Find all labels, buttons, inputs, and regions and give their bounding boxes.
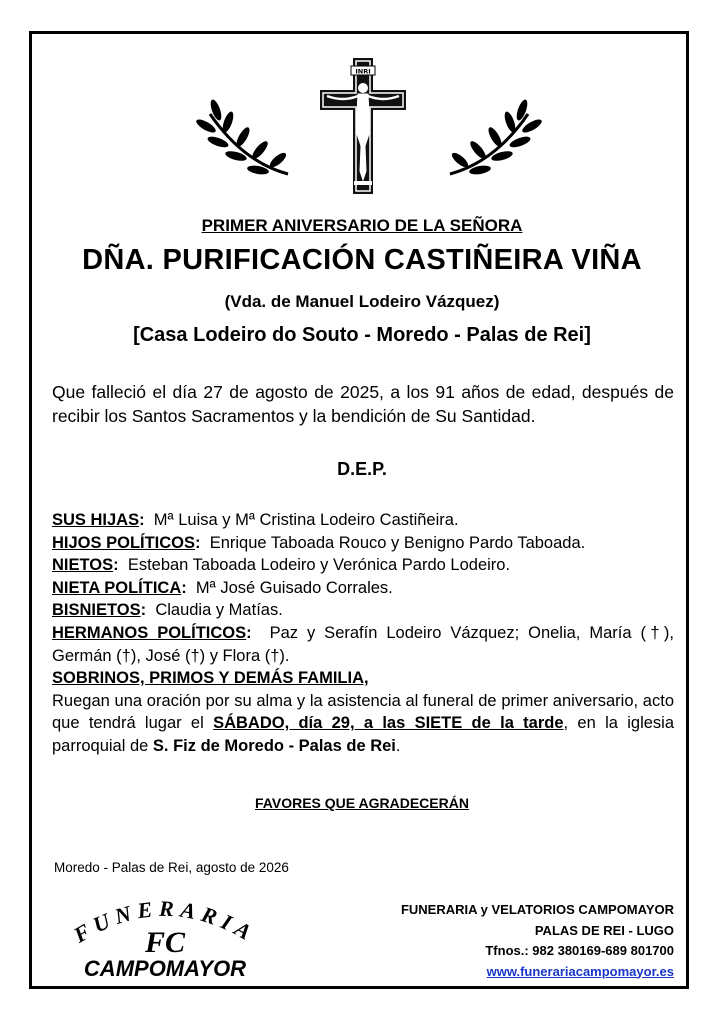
family-names: Enrique Taboada Rouco y Benigno Pardo Taboada.	[209, 533, 586, 552]
family-label: NIETA POLÍTICA	[52, 578, 182, 597]
laurel-left-icon	[188, 92, 298, 187]
company-name: FUNERARIA y VELATORIOS CAMPOMAYOR	[400, 902, 674, 917]
family-row-bisnietos: BISNIETOS: Claudia y Matías.	[52, 601, 283, 620]
family-row-nietos: NIETOS: Esteban Taboada Lodeiro y Verónica Pardo Lodeiro.	[52, 556, 511, 575]
family-names: Paz y Serafín Lodeiro Vázquez; Onelia, María (†), Germán (†), José (†) y Flora (†).	[52, 623, 675, 665]
church-name: S. Fiz de Moredo - Palas de Rei	[152, 736, 396, 755]
cross-inscription: INRI	[355, 67, 371, 76]
invitation-end: .	[395, 736, 401, 755]
crucifix-icon	[318, 56, 408, 196]
family-names: Claudia y Matías.	[155, 601, 283, 620]
funeral-date: SÁBADO, día 29, a las SIETE de la tarde	[213, 714, 564, 733]
family-label: HIJOS POLÍTICOS	[52, 533, 196, 552]
family-label: BISNIETOS	[52, 601, 141, 620]
company-location: PALAS DE REI - LUGO	[534, 922, 674, 938]
favores-note: FAVORES QUE AGRADECERÁN	[255, 795, 469, 811]
family-label: SUS HIJAS	[52, 511, 140, 529]
family-row-hermanos-politicos: HERMANOS POLÍTICOS: Paz y Serafín Lodeiro Vázquez; Onelia, María (†), Germán (†), José (†) y Flora (†).	[52, 623, 675, 665]
deceased-name: DÑA. PURIFICACIÓN CASTIÑEIRA VIÑA	[82, 244, 642, 276]
invitation-intro: Ruegan una oración por su alma y la asistencia al funeral de primer aniversario, acto que tendrá lugar el	[52, 691, 674, 733]
website-link[interactable]: www.funerariacampomayor.es	[486, 963, 674, 979]
company-phones: Tfnos.: 982 380169-689 801700	[485, 943, 674, 958]
contact-block	[344, 900, 674, 982]
logo-initials: FC	[144, 926, 186, 959]
family-label: NIETOS	[52, 556, 114, 575]
family-row-hijas: SUS HIJAS: Mª Luisa y Mª Cristina Lodeiro Castiñeira.	[52, 511, 459, 529]
dep-heading: D.E.P.	[337, 459, 387, 479]
invitation-middle: , en la iglesia parroquial de	[52, 714, 674, 755]
family-row-hijos-politicos: HIJOS POLÍTICOS: Enrique Taboada Rouco y Benigno Pardo Taboada.	[52, 533, 586, 552]
widow-of: (Vda. de Manuel Lodeiro Vázquez)	[224, 292, 500, 311]
funeral-invitation	[52, 690, 674, 758]
family-row-sobrinos: SOBRINOS, PRIMOS Y DEMÁS FAMILIA,	[52, 669, 369, 688]
logo-arc-text: FUNERARIA	[69, 895, 261, 948]
death-announcement: Que falleció el día 27 de agosto de 2025, a los 91 años de edad, después de recibir los Santos Sacramentos y la bendición de Su Santidad.	[52, 382, 674, 426]
place-date: Moredo - Palas de Rei, agosto de 2026	[54, 860, 289, 875]
logo-name: CAMPOMAYOR	[83, 956, 247, 980]
family-names: Esteban Taboada Lodeiro y Verónica Pardo Lodeiro.	[127, 556, 511, 575]
family-label: HERMANOS POLÍTICOS	[52, 623, 247, 642]
house-location: [Casa Lodeiro do Souto - Moredo - Palas de Rei]	[133, 324, 591, 346]
laurel-right-icon	[440, 92, 550, 187]
funeraria-logo	[55, 890, 275, 980]
family-list	[52, 509, 674, 758]
family-row-nieta-politica: NIETA POLÍTICA: Mª José Guisado Corrales.	[52, 578, 393, 597]
family-names: Mª Luisa y Mª Cristina Lodeiro Castiñeira.	[153, 511, 459, 529]
family-names: Mª José Guisado Corrales.	[195, 578, 393, 597]
anniversary-subtitle: PRIMER ANIVERSARIO DE LA SEÑORA	[201, 216, 523, 235]
